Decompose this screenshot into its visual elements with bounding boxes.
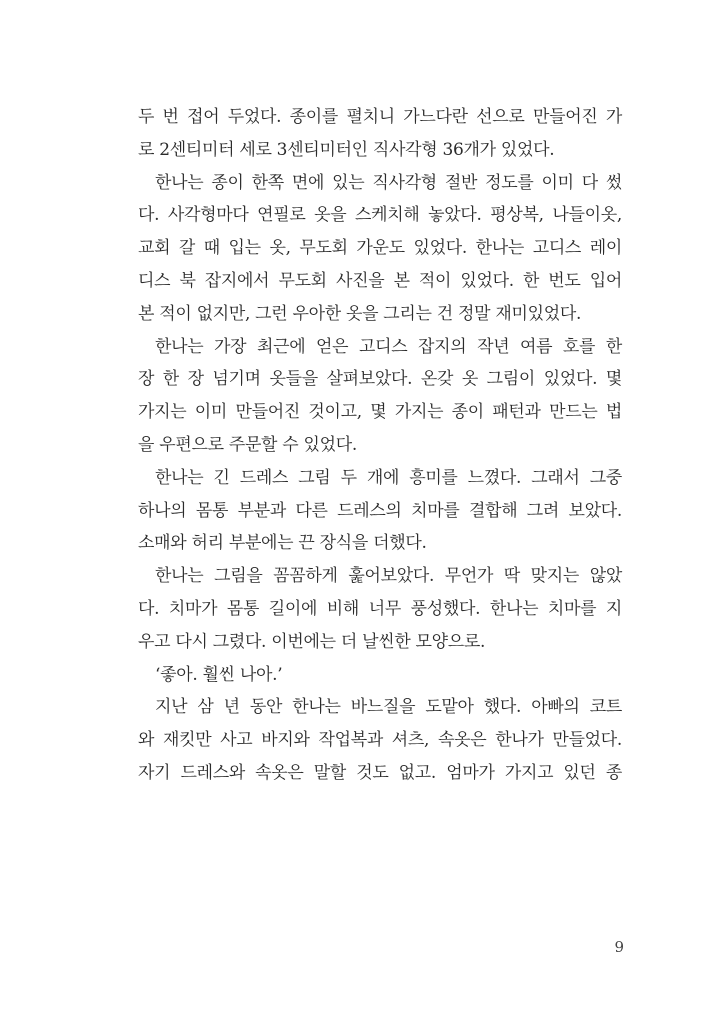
text-line: 한나는 종이 한쪽 면에 있는 직사각형 절반 정도를 이미 다 썼 bbox=[155, 172, 622, 193]
page-number: 9 bbox=[614, 938, 624, 956]
text-line: 다. 치마가 몸통 길이에 비해 너무 풍성했다. 한나는 치마를 지 bbox=[138, 598, 622, 619]
text-line: 로 2센티미터 세로 3센티미터인 직사각형 36개가 있었다. bbox=[138, 139, 555, 160]
text-line: 한나는 그림을 꼼꼼하게 훑어보았다. 무언가 딱 맞지는 않았 bbox=[155, 566, 622, 587]
text-line: 지난 삼 년 동안 한나는 바느질을 도맡아 했다. 아빠의 코트 bbox=[155, 697, 622, 718]
text-line: 우고 다시 그렸다. 이번에는 더 날씬한 모양으로. bbox=[138, 631, 486, 652]
text-line: 한나는 긴 드레스 그림 두 개에 흥미를 느꼈다. 그래서 그중 bbox=[155, 467, 622, 488]
text-line: 교회 갈 때 입는 옷, 무도회 가운도 있었다. 한나는 고디스 레이 bbox=[138, 238, 622, 259]
text-line: 을 우편으로 주문할 수 있었다. bbox=[138, 434, 357, 455]
text-line: 두 번 접어 두었다. 종이를 펼치니 가느다란 선으로 만들어진 가 bbox=[138, 107, 622, 127]
text-line: 가지는 이미 만들어진 것이고, 몇 가지는 종이 패턴과 만드는 법 bbox=[138, 402, 622, 423]
text-line: 한나는 가장 최근에 얻은 고디스 잡지의 작년 여름 호를 한 bbox=[155, 336, 622, 357]
text-line: 장 한 장 넘기며 옷들을 살펴보았다. 온갖 옷 그림이 있었다. 몇 bbox=[138, 369, 622, 390]
text-line: 다. 사각형마다 연필로 옷을 스케치해 놓았다. 평상복, 나들이옷, bbox=[138, 205, 622, 226]
text-line: 디스 북 잡지에서 무도회 사진을 본 적이 있었다. 한 번도 입어 bbox=[138, 270, 622, 291]
text-line: 본 적이 없지만, 그런 우아한 옷을 그리는 건 정말 재미있었다. bbox=[138, 303, 582, 324]
body-text bbox=[138, 101, 622, 790]
text-line: 자기 드레스와 속옷은 말할 것도 없고. 엄마가 가지고 있던 종 bbox=[138, 762, 622, 783]
text-line: ‘좋아. 훨씬 나아.’ bbox=[155, 664, 283, 685]
text-line: 소매와 허리 부분에는 끈 장식을 더했다. bbox=[138, 533, 427, 554]
text-line: 와 재킷만 사고 바지와 작업복과 셔츠, 속옷은 한나가 만들었다. bbox=[138, 730, 622, 751]
text-line: 하나의 몸통 부분과 다른 드레스의 치마를 결합해 그려 보았다. bbox=[138, 500, 622, 521]
